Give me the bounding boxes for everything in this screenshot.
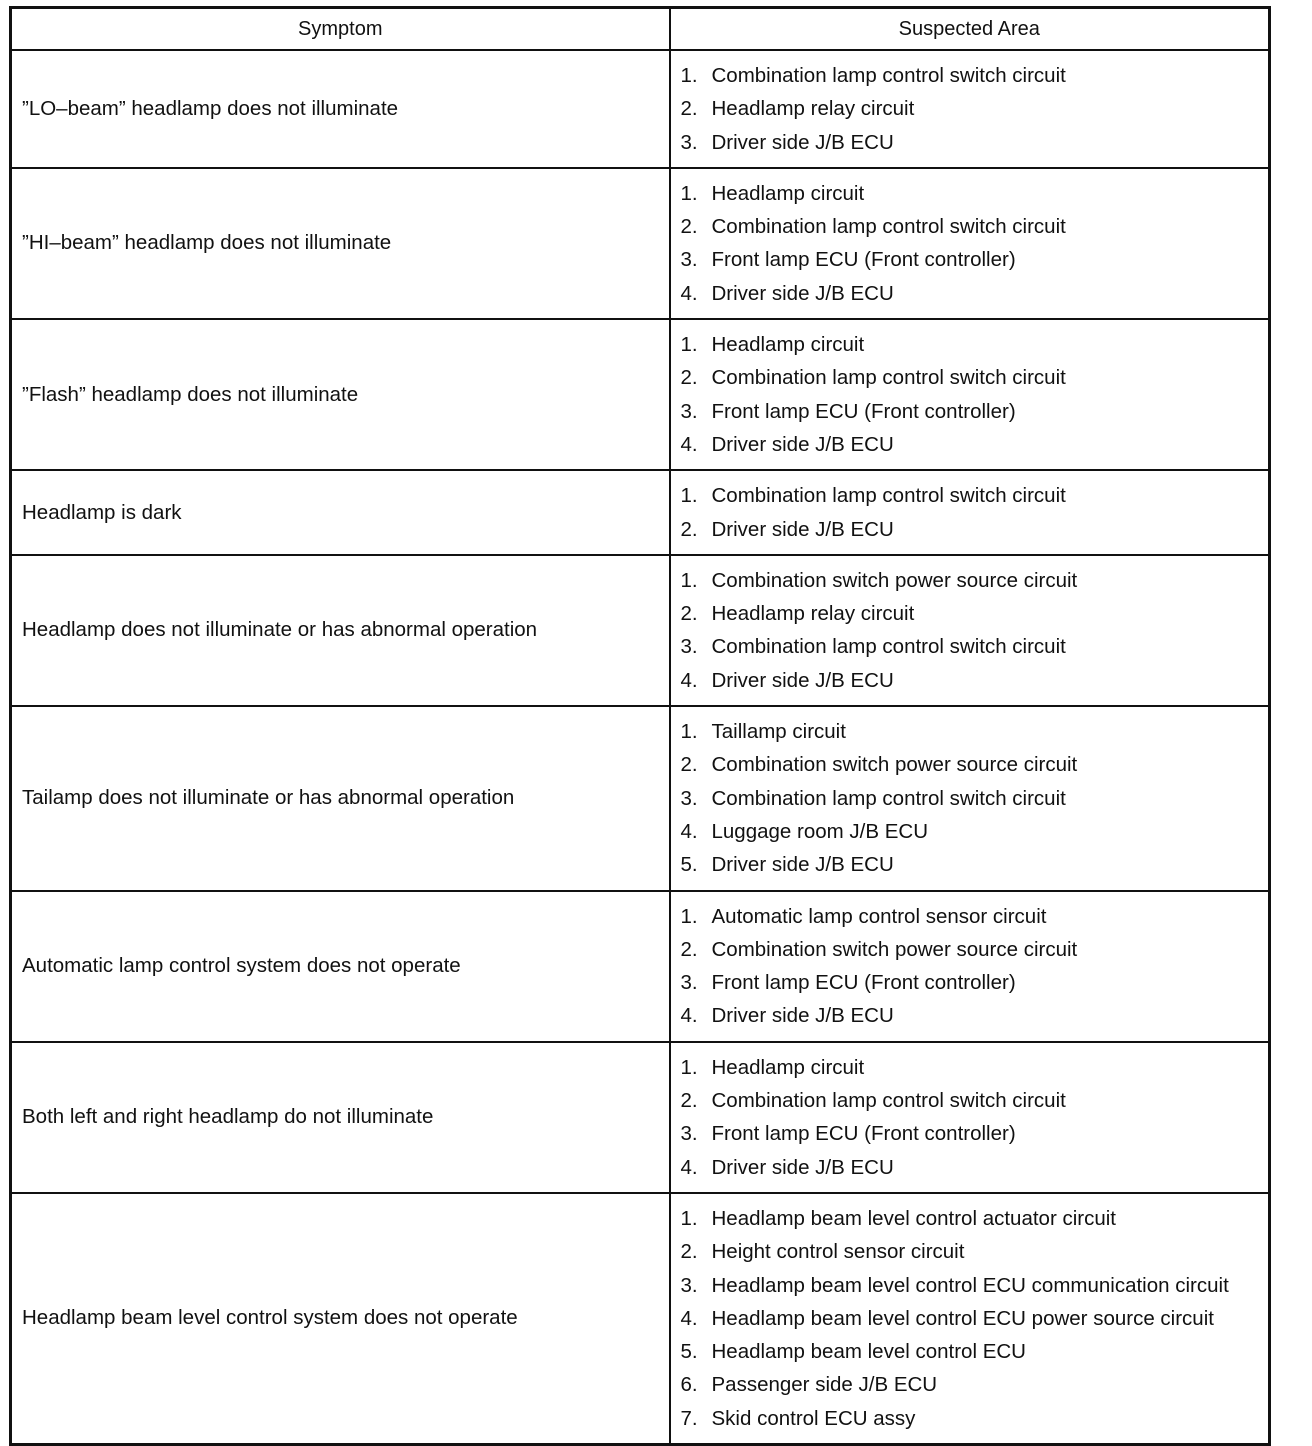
suspected-area-list: [671, 177, 1263, 310]
suspected-area-item: [671, 177, 1263, 210]
item-number: 2.: [680, 1089, 698, 1113]
item-number: 3.: [680, 1122, 698, 1146]
item-number: 3.: [680, 130, 698, 154]
item-text: Combination lamp control switch circuit: [711, 64, 1066, 87]
item-text: Driver side J/B ECU: [711, 1004, 894, 1028]
suspected-area-cell: [670, 1042, 1270, 1193]
item-number: 3.: [680, 248, 698, 272]
table-row: [11, 555, 1270, 706]
suspected-area-list: [671, 59, 1263, 159]
table-body: [11, 50, 1270, 1444]
item-number: 6.: [680, 1373, 698, 1397]
item-text: Combination lamp control switch circuit: [711, 635, 1066, 659]
item-number: 2.: [680, 937, 698, 961]
suspected-area-list: [671, 1051, 1263, 1184]
suspected-area-item: [671, 395, 1263, 428]
suspected-area-item: [671, 1335, 1263, 1368]
suspected-area-item: [671, 630, 1263, 663]
table-row: [11, 50, 1270, 168]
suspected-area-item: [671, 848, 1263, 881]
symptom-cell: ”Flash” headlamp does not illuminate: [11, 319, 670, 470]
item-number: 1.: [680, 904, 698, 928]
suspected-area-item: [671, 428, 1263, 461]
suspected-area-item: [671, 126, 1263, 159]
table-row: [11, 1042, 1270, 1193]
item-number: 5.: [680, 1340, 698, 1364]
suspected-area-item: [671, 277, 1263, 310]
item-text: Headlamp relay circuit: [711, 97, 915, 121]
symptom-cell: Headlamp beam level control system does not operate: [11, 1193, 670, 1445]
item-number: 2.: [680, 1240, 698, 1264]
suspected-area-cell: [670, 50, 1270, 168]
item-number: 4.: [680, 1004, 698, 1028]
item-number: 3.: [680, 399, 698, 423]
suspected-area-item: [671, 748, 1263, 781]
symptom-cell: Automatic lamp control system does not operate: [11, 891, 670, 1042]
item-text: Automatic lamp control sensor circuit: [711, 904, 1047, 928]
suspected-area-cell: [670, 706, 1270, 890]
item-number: 3.: [680, 786, 698, 810]
item-text: Combination lamp control switch circuit: [711, 215, 1066, 239]
suspected-area-cell: [670, 470, 1270, 555]
suspected-area-item: [671, 243, 1263, 276]
item-text: Headlamp beam level control ECU communication circuit: [711, 1273, 1229, 1297]
table-row: [11, 168, 1270, 319]
suspected-area-item: [671, 1117, 1263, 1150]
suspected-area-item: [671, 1051, 1263, 1084]
item-text: Driver side J/B ECU: [711, 432, 894, 456]
item-text: Headlamp relay circuit: [711, 602, 915, 626]
suspected-area-item: [671, 479, 1263, 512]
suspected-area-item: [671, 966, 1263, 999]
item-number: 2.: [680, 517, 698, 541]
suspected-area-item: [671, 999, 1263, 1032]
suspected-area-item: [671, 1402, 1263, 1435]
item-text: Headlamp beam level control ECU: [711, 1340, 1026, 1364]
item-text: Driver side J/B ECU: [711, 668, 894, 692]
suspected-area-cell: [670, 555, 1270, 706]
suspected-area-item: [671, 664, 1263, 697]
item-text: Driver side J/B ECU: [711, 281, 894, 305]
table-row: [11, 891, 1270, 1042]
suspected-area-list: [671, 328, 1263, 461]
item-number: 1.: [680, 568, 698, 592]
item-text: Skid control ECU assy: [711, 1406, 916, 1430]
suspected-area-item: [671, 1084, 1263, 1117]
suspected-area-list: [671, 900, 1263, 1033]
suspected-area-cell: [670, 891, 1270, 1042]
suspected-area-list: [671, 479, 1263, 546]
item-text: Headlamp beam level control ECU power source circuit: [711, 1306, 1214, 1330]
item-text: Headlamp beam level control actuator circuit: [711, 1206, 1116, 1230]
item-number: 4.: [680, 1306, 698, 1330]
suspected-area-cell: [670, 319, 1270, 470]
item-text: Driver side J/B ECU: [711, 130, 894, 154]
item-number: 4.: [680, 1155, 698, 1179]
item-number: 1.: [680, 181, 698, 205]
item-text: Luggage room J/B ECU: [711, 819, 929, 843]
suspected-area-item: [671, 1302, 1263, 1335]
suspected-area-item: [671, 1202, 1263, 1235]
item-number: 2.: [680, 215, 698, 239]
suspected-area-item: [671, 513, 1263, 546]
suspected-area-column-header: Suspected Area: [670, 8, 1270, 51]
symptom-cell: Both left and right headlamp do not illuminate: [11, 1042, 670, 1193]
item-text: Driver side J/B ECU: [711, 517, 894, 541]
item-number: 2.: [680, 753, 698, 777]
item-number: 7.: [680, 1406, 698, 1430]
item-text: Combination switch power source circuit: [711, 753, 1078, 777]
item-number: 2.: [680, 366, 698, 390]
table-row: [11, 1193, 1270, 1445]
item-text: Driver side J/B ECU: [711, 853, 894, 877]
item-number: 1.: [680, 333, 698, 357]
item-text: Front lamp ECU (Front controller): [711, 399, 1016, 423]
suspected-area-item: [671, 815, 1263, 848]
suspected-area-item: [671, 715, 1263, 748]
suspected-area-item: [671, 92, 1263, 125]
symptom-cell: ”HI–beam” headlamp does not illuminate: [11, 168, 670, 319]
item-number: 5.: [680, 853, 698, 877]
symptom-cell: ”LO–beam” headlamp does not illuminate: [11, 50, 670, 168]
suspected-area-item: [671, 1368, 1263, 1401]
item-text: Front lamp ECU (Front controller): [711, 1122, 1016, 1146]
item-number: 4.: [680, 281, 698, 305]
item-text: Headlamp circuit: [711, 333, 865, 357]
suspected-area-cell: [670, 1193, 1270, 1445]
item-text: Front lamp ECU (Front controller): [711, 971, 1016, 995]
item-text: Headlamp circuit: [711, 1055, 865, 1079]
suspected-area-item: [671, 564, 1263, 597]
item-text: Taillamp circuit: [711, 720, 846, 744]
item-text: Combination switch power source circuit: [711, 568, 1078, 592]
item-number: 2.: [680, 97, 698, 121]
symptom-cell: Headlamp is dark: [11, 470, 670, 555]
item-text: Height control sensor circuit: [711, 1240, 965, 1264]
table-row: [11, 706, 1270, 890]
symptom-table: [9, 6, 1271, 1446]
suspected-area-item: [671, 933, 1263, 966]
table-row: [11, 319, 1270, 470]
item-number: 1.: [680, 720, 698, 744]
suspected-area-item: [671, 1235, 1263, 1268]
item-text: Combination lamp control switch circuit: [711, 366, 1066, 390]
header-row: [11, 8, 1270, 51]
suspected-area-list: [671, 1202, 1263, 1435]
item-text: Combination lamp control switch circuit: [711, 1089, 1066, 1113]
item-number: 1.: [680, 1055, 698, 1079]
item-text: Front lamp ECU (Front controller): [711, 248, 1016, 272]
item-text: Passenger side J/B ECU: [711, 1373, 938, 1397]
suspected-area-item: [671, 328, 1263, 361]
item-text: Headlamp circuit: [711, 181, 865, 205]
item-number: 4.: [680, 819, 698, 843]
suspected-area-list: [671, 564, 1263, 697]
suspected-area-list: [671, 715, 1263, 881]
symptom-cell: Headlamp does not illuminate or has abnormal operation: [11, 555, 670, 706]
item-number: 4.: [680, 432, 698, 456]
item-text: Combination switch power source circuit: [711, 937, 1078, 961]
item-text: Combination lamp control switch circuit: [711, 484, 1066, 508]
item-number: 3.: [680, 1273, 698, 1297]
item-number: 2.: [680, 602, 698, 626]
item-text: Combination lamp control switch circuit: [711, 786, 1066, 810]
symptom-column-header: Symptom: [11, 8, 670, 51]
item-number: 1.: [680, 1206, 698, 1230]
table-row: [11, 470, 1270, 555]
item-number: 1.: [680, 64, 698, 87]
suspected-area-item: [671, 361, 1263, 394]
item-number: 3.: [680, 635, 698, 659]
suspected-area-cell: [670, 168, 1270, 319]
symptom-cell: Tailamp does not illuminate or has abnormal operation: [11, 706, 670, 890]
suspected-area-item: [671, 210, 1263, 243]
suspected-area-item: [671, 597, 1263, 630]
item-text: Driver side J/B ECU: [711, 1155, 894, 1179]
item-number: 1.: [680, 484, 698, 508]
item-number: 4.: [680, 668, 698, 692]
suspected-area-item: [671, 900, 1263, 933]
suspected-area-item: [671, 59, 1263, 92]
suspected-area-item: [671, 1269, 1263, 1302]
suspected-area-item: [671, 1151, 1263, 1184]
item-number: 3.: [680, 971, 698, 995]
suspected-area-item: [671, 782, 1263, 815]
